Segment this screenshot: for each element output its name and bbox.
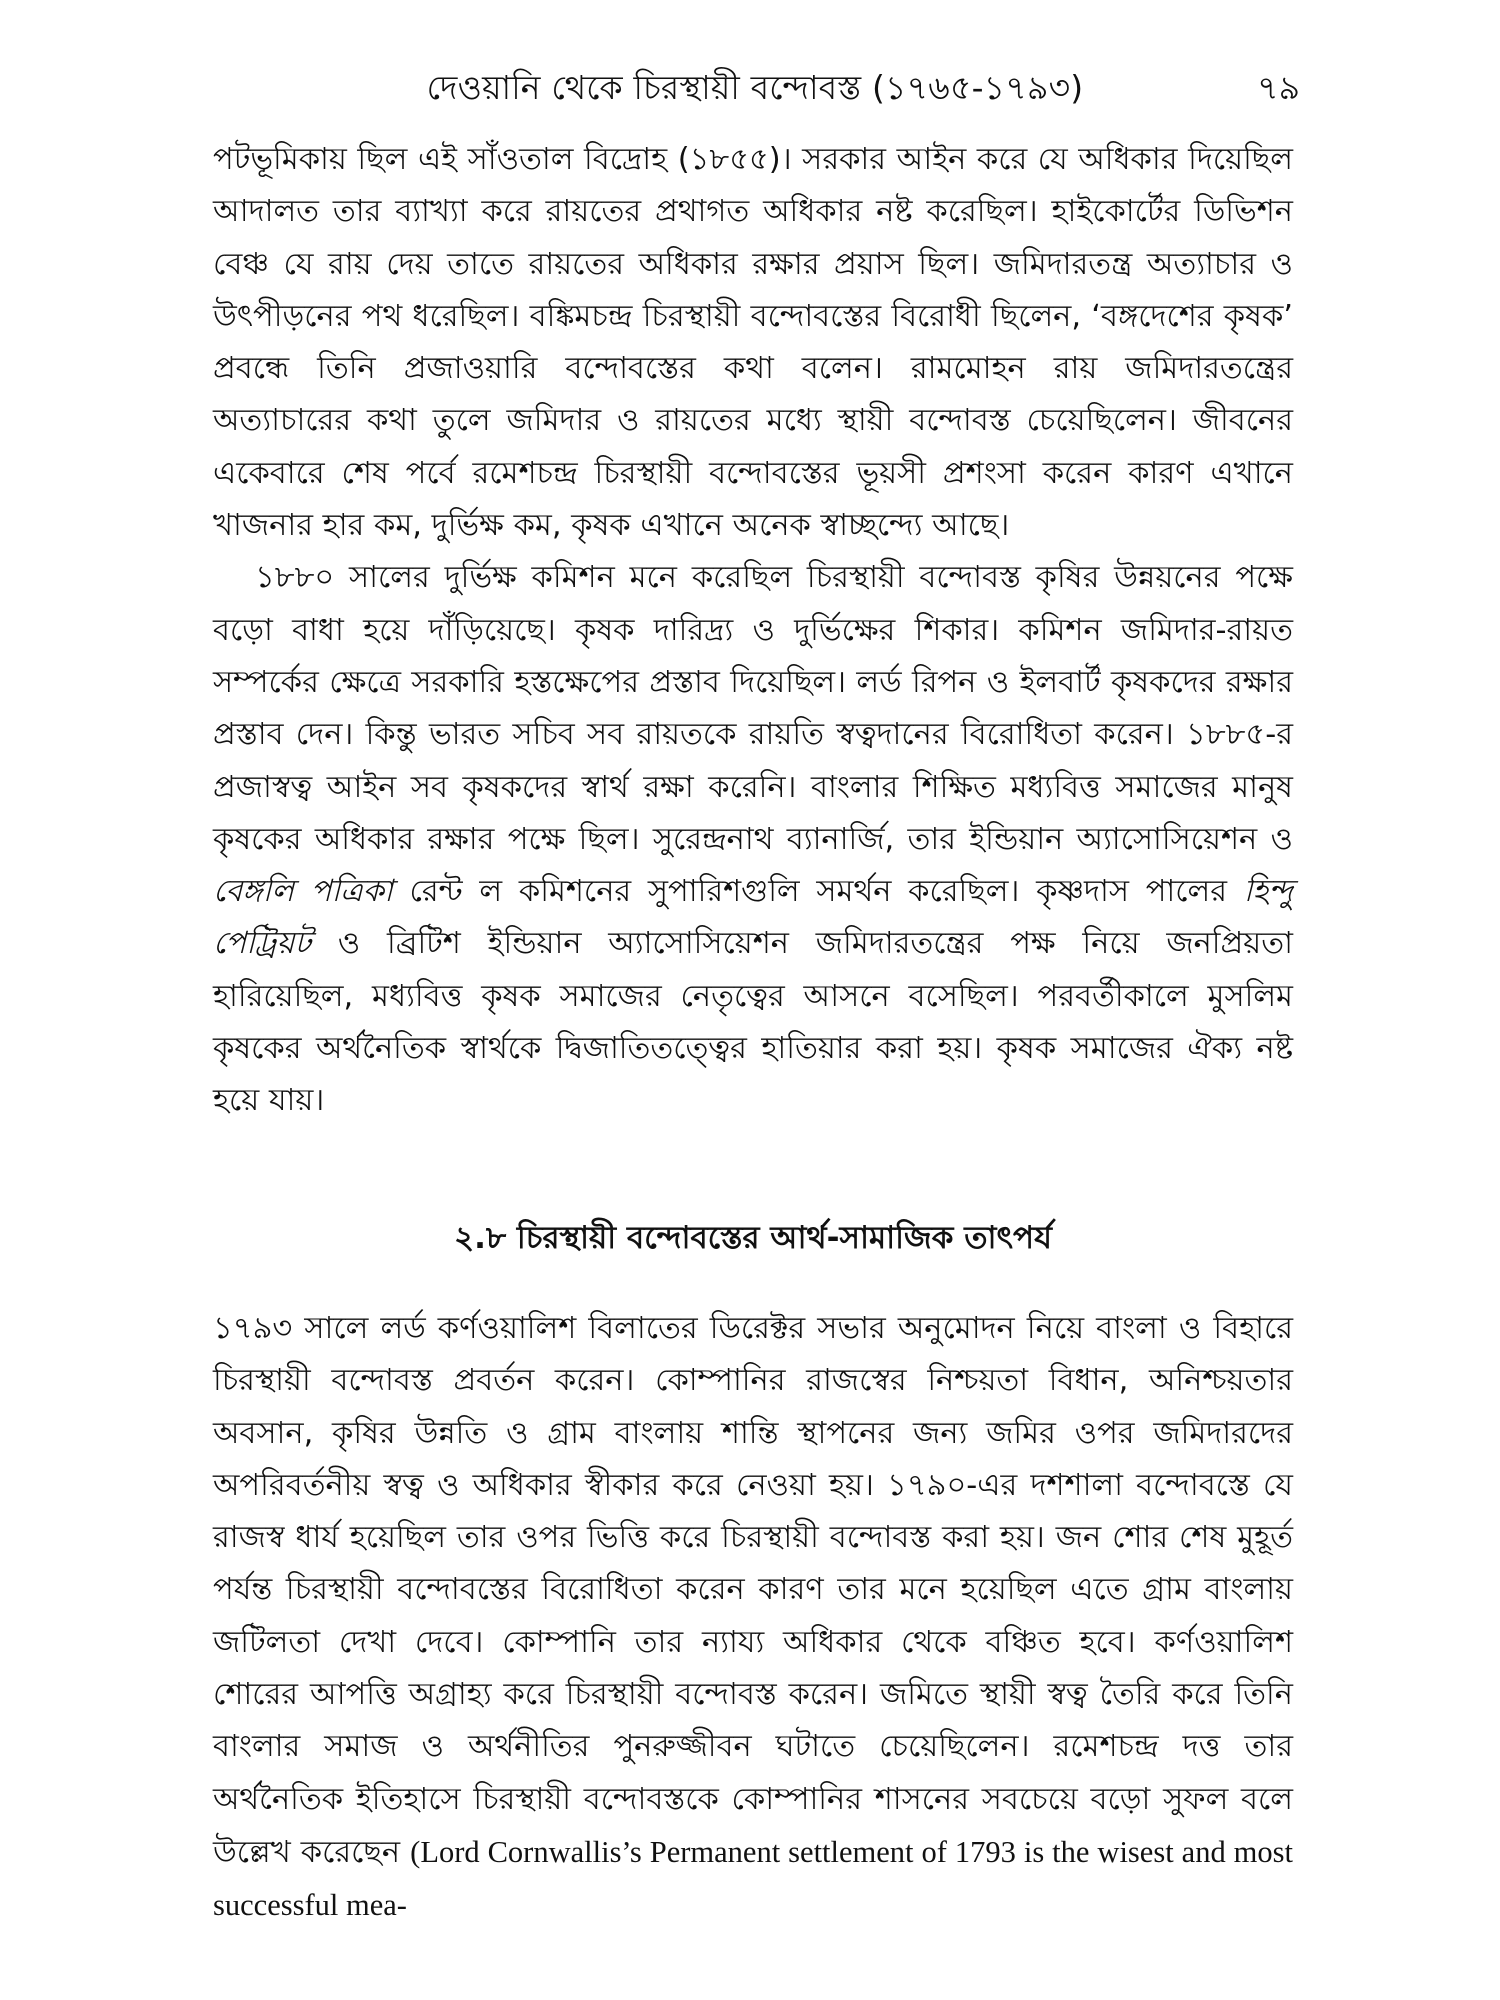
english-quote: (Lord Cornwallis’s Permanent settlement of 1793 is the wisest and most successful mea- [213,1834,1293,1923]
paragraph-permanent-settlement [213,1303,1293,1933]
italic-title-bengalee: বেঙ্গলি পত্রিকা [213,874,393,910]
paragraph-text: ১৭৯৩ সালে লর্ড কর্ণওয়ালিশ বিলাতের ডিরেক্টর সভার অনুমোদন নিয়ে বাংলা ও বিহারে চিরস্থায়ী বন্দোবস্ত প্রবর্তন করেন। কোম্পানির রাজস্বের নিশ্চয়তা বিধান, অনিশ্চয়তার অবসান, কৃষির উন্নতি ও গ্রাম বাংলায় শান্তি স্থাপনের জন্য জমির ওপর জমিদারদের অপরিবর্তনীয় স্বত্ব ও অধিকার স্বীকার করে নেওয়া হয়। ১৭৯০-এর দশশালা বন্দোবস্তে যে রাজস্ব ধার্য হয়েছিল তার ওপর ভিত্তি করে চিরস্থায়ী বন্দোবস্ত করা হয়। জন শোর শেষ মুহূর্ত পর্যন্ত চিরস্থায়ী বন্দোবস্তের বিরোধিতা করেন কারণ তার মনে হয়েছিল এতে গ্রাম বাংলায় জটিলতা দেখা দেবে। কোম্পানি তার ন্যায্য অধিকার থেকে বঞ্চিত হবে। কর্ণওয়ালিশ শোরের আপত্তি অগ্রাহ্য করে চিরস্থায়ী বন্দোবস্ত করেন। জমিতে স্থায়ী স্বত্ব তৈরি করে তিনি বাংলার সমাজ ও অর্থনীতির পুনরুজ্জীবন ঘটাতে চেয়েছিলেন। রমেশচন্দ্র দত্ত তার অর্থনৈতিক ইতিহাসে চিরস্থায়ী বন্দোবস্তকে কোম্পানির শাসনের সবচেয়ে বড়ো সুফল বলে উল্লেখ করেছেন [213,1311,1293,1870]
running-header [210,62,1300,114]
paragraph-text: ও ব্রিটিশ ইন্ডিয়ান অ্যাসোসিয়েশন জমিদারতন্ত্রের পক্ষ নিয়ে জনপ্রিয়তা হারিয়েছিল, মধ্যবিত্ত কৃষক সমাজের নেতৃত্বের আসনে বসেছিল। পরবর্তীকালে মুসলিম কৃষকের অর্থনৈতিক স্বার্থকে দ্বিজাতিতত্ত্বের হাতিয়ার করা হয়। কৃষক সমাজের ঐক্য নষ্ট হয়ে যায়। [213,926,1294,1119]
page-number: ৭৯ [1257,68,1300,107]
italic-title-hindu-patriot: হিন্দু পেট্রিয়ট [213,874,1293,962]
body-text-lower [213,1303,1293,1933]
running-title: দেওয়ানি থেকে চিরস্থায়ী বন্দোবস্ত (১৭৬৫-১৭৯৩) [426,68,1084,107]
paragraph-text: রেন্ট ল কমিশনের সুপারিশগুলি সমর্থন করেছিল। কৃষ্ণদাস পালের [392,874,1244,910]
paragraph-text: ১৮৮০ সালের দুর্ভিক্ষ কমিশন মনে করেছিল চিরস্থায়ী বন্দোবস্ত কৃষির উন্নয়নের পক্ষে বড়ো বাধা হয়ে দাঁড়িয়েছে। কৃষক দারিদ্র্য ও দুর্ভিক্ষের শিকার। কমিশন জমিদার-রায়ত সম্পর্কের ক্ষেত্রে সরকারি হস্তক্ষেপের প্রস্তাব দিয়েছিল। লর্ড রিপন ও ইলবার্ট কৃষকদের রক্ষার প্রস্তাব দেন। কিন্তু ভারত সচিব সব রায়তকে রায়তি স্বত্বদানের বিরোধিতা করেন। ১৮৮৫-র প্রজাস্বত্ব আইন সব কৃষকদের স্বার্থ রক্ষা করেনি। বাংলার শিক্ষিত মধ্যবিত্ত সমাজের মানুষ কৃষকের অধিকার রক্ষার পক্ষে ছিল। সুরেন্দ্রনাথ ব্যানার্জি, তার ইন্ডিয়ান অ্যাসোসিয়েশন ও [213,560,1293,857]
paragraph-famine-commission [213,552,1293,1127]
section-heading: ২.৮ চিরস্থায়ী বন্দোবস্তের আর্থ-সামাজিক তাৎপর্য [454,1220,1052,1256]
paragraph-continued: পটভূমিকায় ছিল এই সাঁওতাল বিদ্রোহ (১৮৫৫)। সরকার আইন করে যে অধিকার দিয়েছিল আদালত তার ব্যাখ্যা করে রায়তের প্রথাগত অধিকার নষ্ট করেছিল। হাইকোর্টের ডিভিশন বেঞ্চ যে রায় দেয় তাতে রায়তের অধিকার রক্ষার প্রয়াস ছিল। জমিদারতন্ত্র অত্যাচার ও উৎপীড়নের পথ ধরেছিল। বঙ্কিমচন্দ্র চিরস্থায়ী বন্দোবস্তের বিরোধী ছিলেন, ‘বঙ্গদেশের কৃষক’ প্রবন্ধে তিনি প্রজাওয়ারি বন্দোবস্তের কথা বলেন। রামমোহন রায় জমিদারতন্ত্রের অত্যাচারের কথা তুলে জমিদার ও রায়তের মধ্যে স্থায়ী বন্দোবস্ত চেয়েছিলেন। জীবনের একেবারে শেষ পর্বে রমেশচন্দ্র চিরস্থায়ী বন্দোবস্তের ভূয়সী প্রশংসা করেন কারণ এখানে খাজনার হার কম, দুর্ভিক্ষ কম, কৃষক এখানে অনেক স্বাচ্ছন্দ্যে আছে। [213,142,1293,544]
body-text-upper [213,134,1293,1128]
